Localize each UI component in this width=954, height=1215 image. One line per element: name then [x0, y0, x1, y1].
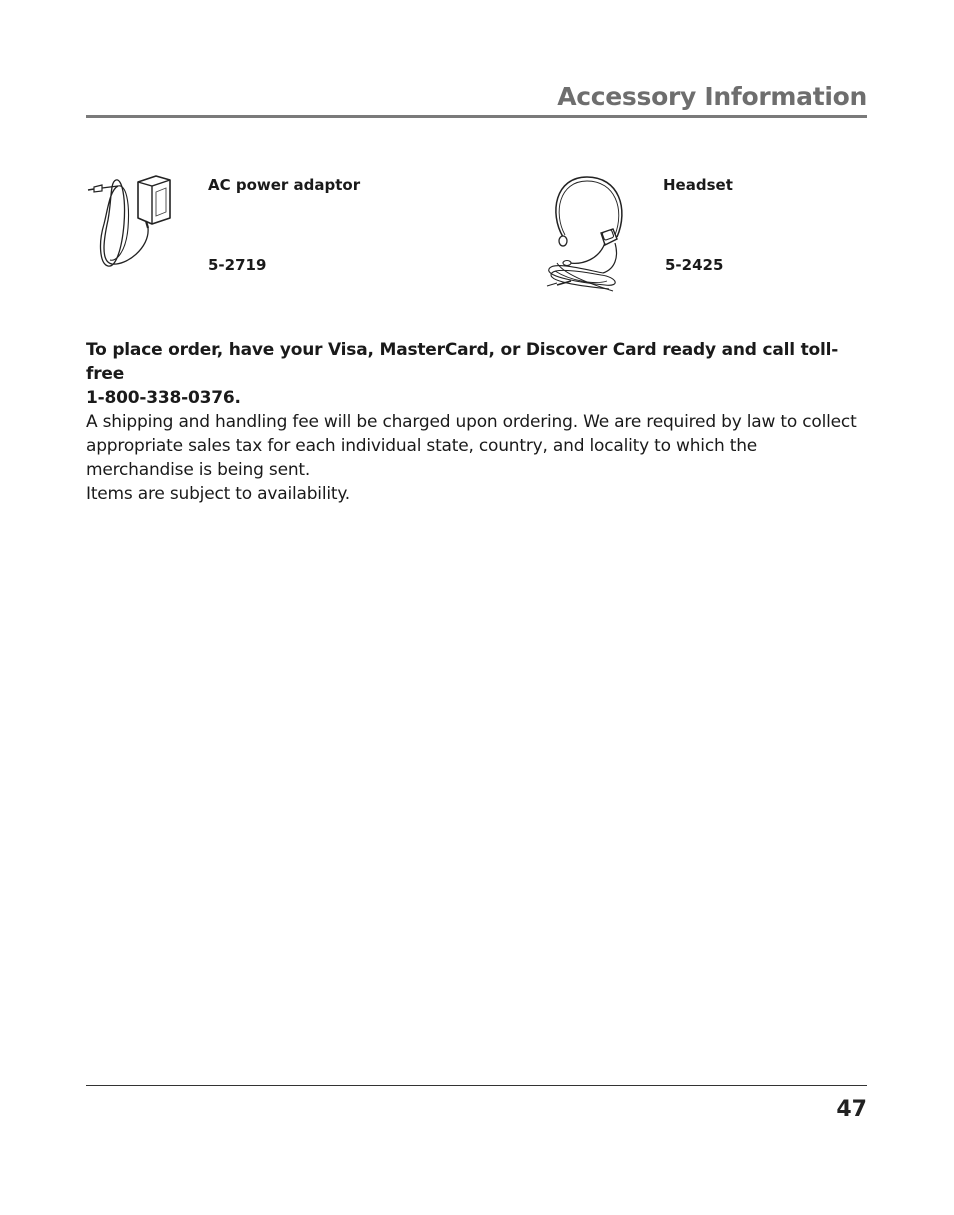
- header-rule: [86, 115, 867, 118]
- power-adaptor-icon: [86, 168, 176, 270]
- accessory-part-number: 5-2425: [665, 256, 724, 274]
- accessory-name: Headset: [663, 176, 733, 194]
- shipping-notice: A shipping and handling fee will be charged upon ordering. We are required by law to collect appropriate sales tax for each individual state, country, and locality to which the merchandise is being sent.: [86, 412, 857, 480]
- availability-notice: Items are subject to availability.: [86, 484, 350, 504]
- order-instructions: To place order, have your Visa, MasterCard, or Discover Card ready and call toll-free: [86, 340, 839, 384]
- page-number: 47: [836, 1097, 867, 1122]
- page-title: Accessory Information: [557, 82, 867, 111]
- order-information: [86, 338, 867, 506]
- headset-icon: [543, 173, 633, 295]
- toll-free-number: 1-800-338-0376.: [86, 388, 241, 408]
- accessory-part-number: 5-2719: [208, 256, 267, 274]
- accessory-name: AC power adaptor: [208, 176, 361, 194]
- footer-rule: [86, 1085, 867, 1086]
